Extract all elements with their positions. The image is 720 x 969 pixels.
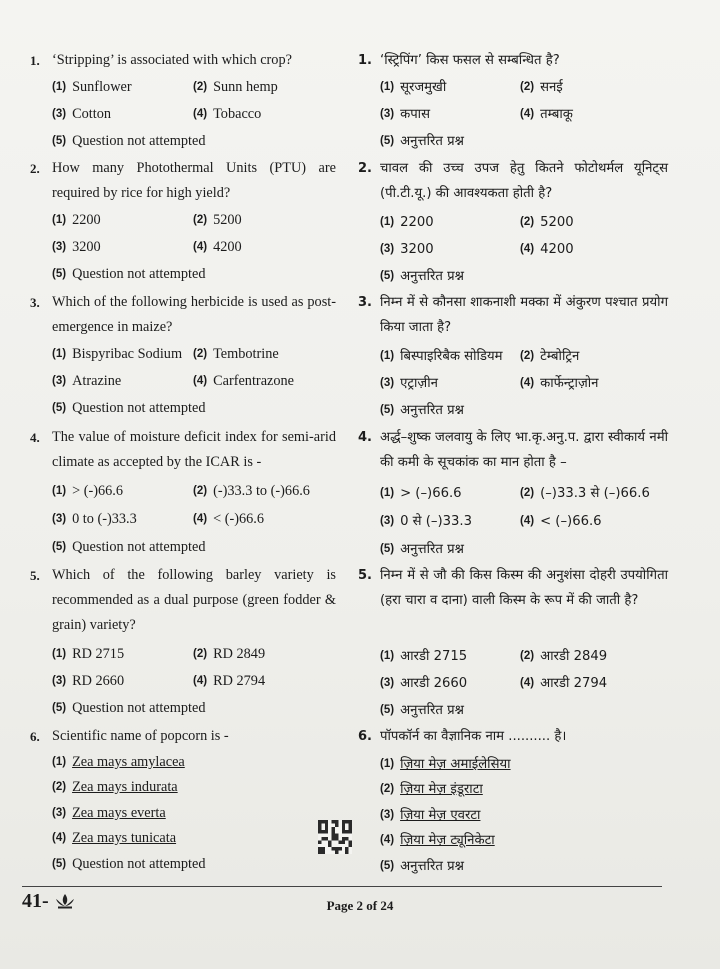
- option-2: (2) 5200: [193, 212, 242, 228]
- question-text: How many Photothermal Units (PTU) are required by rice for high yield?: [52, 160, 336, 201]
- option-1: (1) Zea mays amylacea: [52, 754, 185, 770]
- question-number: 5.: [358, 568, 372, 583]
- option-1: (1) सूरजमुखी: [380, 80, 447, 95]
- option-2: (2) 5200: [520, 215, 574, 230]
- option-5: (5) अनुत्तरित प्रश्न: [380, 859, 464, 874]
- option-4: (4) < (–)66.6: [520, 514, 602, 529]
- question-1-en: [30, 48, 336, 149]
- option-5: (5) Question not attempted: [52, 700, 206, 716]
- option-2: (2) Zea mays indurata: [52, 779, 178, 795]
- question-number: 2.: [358, 161, 372, 176]
- question-text: निम्न में से कौनसा शाकनाशी मक्का में अंकुरण पश्चात प्रयोग किया जाता है?: [380, 295, 668, 335]
- question-number: 3.: [358, 295, 372, 310]
- option-1: (1) 2200: [380, 215, 434, 230]
- question-text: Which of the following barley variety is recommended as a dual purpose (green fodder & grain) variety?: [52, 567, 336, 633]
- option-5: (5) Question not attempted: [52, 133, 206, 149]
- option-1: (1) > (-)66.6: [52, 483, 124, 499]
- option-4: (4) 4200: [520, 242, 574, 257]
- option-4: (4) RD 2794: [193, 673, 266, 689]
- option-4: (4) ज़िया मेज़ ट्यूनिकेटा: [380, 833, 495, 848]
- footer-divider: [22, 886, 662, 887]
- question-4-en: [30, 425, 336, 555]
- option-2: (2) (-)33.3 to (-)66.6: [193, 483, 310, 499]
- option-4: (4) कार्फेन्ट्राज़ोन: [520, 376, 599, 391]
- question-number: 1.: [30, 53, 40, 68]
- option-2: (2) RD 2849: [193, 646, 266, 662]
- option-3: (3) ज़िया मेज़ एवरटा: [380, 808, 481, 823]
- option-3: (3) Cotton: [52, 106, 111, 122]
- option-5: (5) अनुत्तरित प्रश्न: [380, 134, 464, 149]
- option-5: (5) Question not attempted: [52, 266, 206, 282]
- option-4: (4) आरडी 2794: [520, 676, 608, 691]
- option-5: (5) अनुत्तरित प्रश्न: [380, 542, 464, 557]
- question-5-hi: [358, 563, 668, 718]
- option-5: (5) अनुत्तरित प्रश्न: [380, 403, 464, 418]
- option-1: (1) Bispyribac Sodium: [52, 346, 183, 362]
- question-text: निम्न में से जौ की किस किस्म की अनुशंसा दोहरी उपयोगिता (हरा चारा व दाना) वाली किस्म के रूप में की जाती है?: [380, 568, 668, 608]
- question-2-hi: [358, 156, 668, 284]
- option-1: (1) > (–)66.6: [380, 486, 462, 501]
- option-4: (4) Carfentrazone: [193, 373, 295, 389]
- question-text: ‘Stripping’ is associated with which crop?: [52, 52, 292, 68]
- option-2: (2) सनई: [520, 80, 563, 95]
- question-text: The value of moisture deficit index for semi-arid climate as accepted by the ICAR is -: [52, 429, 336, 470]
- option-5: (5) Question not attempted: [52, 539, 206, 555]
- question-5-en: [30, 563, 336, 716]
- option-4: (4) Zea mays tunicata: [52, 830, 177, 846]
- option-1: (1) 2200: [52, 212, 101, 228]
- question-6-hi: [358, 724, 668, 874]
- option-2: (2) (–)33.3 से (–)66.6: [520, 486, 650, 501]
- option-3: (3) एट्राज़ीन: [380, 376, 438, 391]
- option-1: (1) Sunflower: [52, 79, 132, 95]
- question-number: 6.: [358, 729, 372, 744]
- option-2: (2) Sunn hemp: [193, 79, 278, 95]
- option-3: (3) 3200: [380, 242, 434, 257]
- question-text: Which of the following herbicide is used as post-emergence in maize?: [52, 294, 336, 335]
- option-5: (5) अनुत्तरित प्रश्न: [380, 703, 464, 718]
- question-text: पॉपकॉर्न का वैज्ञानिक नाम .......... है।: [380, 729, 567, 744]
- question-3-en: [30, 290, 336, 416]
- question-2-en: [30, 156, 336, 282]
- question-4-hi: [358, 425, 668, 557]
- question-text: चावल की उच्च उपज हेतु कितने फोटोथर्मल यूनिट्स (पी.टी.यू.) की आवश्यकता होती है?: [380, 161, 668, 201]
- option-5: (5) Question not attempted: [52, 400, 206, 416]
- option-2: (2) ज़िया मेज़ इंडूराटा: [380, 782, 483, 797]
- option-2: (2) आरडी 2849: [520, 649, 608, 664]
- question-text: Scientific name of popcorn is -: [52, 728, 229, 744]
- option-2: (2) Tembotrine: [193, 346, 279, 362]
- page-number: Page 2 of 24: [326, 898, 394, 913]
- question-3-hi: [358, 290, 668, 418]
- option-4: (4) तम्बाकू: [520, 107, 573, 122]
- option-1: (1) RD 2715: [52, 646, 125, 662]
- option-4: (4) < (-)66.6: [193, 511, 265, 527]
- option-1: (1) बिस्पाइरिबैक सोडियम: [380, 349, 503, 364]
- question-text: ‘स्ट्रिपिंग’ किस फसल से सम्बन्धित है?: [380, 53, 560, 68]
- option-5: (5) अनुत्तरित प्रश्न: [380, 269, 464, 284]
- option-3: (3) RD 2660: [52, 673, 125, 689]
- option-3: (3) आरडी 2660: [380, 676, 468, 691]
- question-number: 6.: [30, 729, 40, 744]
- question-number: 5.: [30, 568, 40, 583]
- option-1: (1) आरडी 2715: [380, 649, 468, 664]
- option-3: (3) कपास: [380, 107, 431, 122]
- question-number: 4.: [358, 430, 372, 445]
- qr-code-icon: [318, 820, 352, 854]
- option-3: (3) 3200: [52, 239, 101, 255]
- option-4: (4) 4200: [193, 239, 242, 255]
- question-number: 3.: [30, 295, 40, 310]
- question-6-en: [30, 724, 336, 872]
- question-number: 4.: [30, 430, 40, 445]
- option-1: (1) ज़िया मेज़ अमाईलेसिया: [380, 757, 511, 772]
- option-5: (5) Question not attempted: [52, 856, 206, 872]
- option-2: (2) टेम्बोट्रिन: [520, 349, 580, 364]
- option-3: (3) Zea mays everta: [52, 805, 166, 821]
- question-1-hi: [358, 48, 668, 149]
- option-3: (3) Atrazine: [52, 373, 122, 389]
- option-3: (3) 0 से (–)33.3: [380, 514, 472, 529]
- question-number: 2.: [30, 161, 40, 176]
- paper-code: 41-: [22, 890, 49, 912]
- question-number: 1.: [358, 53, 372, 68]
- option-3: (3) 0 to (-)33.3: [52, 511, 137, 527]
- option-4: (4) Tobacco: [193, 106, 262, 122]
- question-text: अर्द्ध–शुष्क जलवायु के लिए भा.कृ.अनु.प. द्वारा स्वीकार्य नमी की कमी के सूचकांक का मान होता है –: [380, 430, 668, 470]
